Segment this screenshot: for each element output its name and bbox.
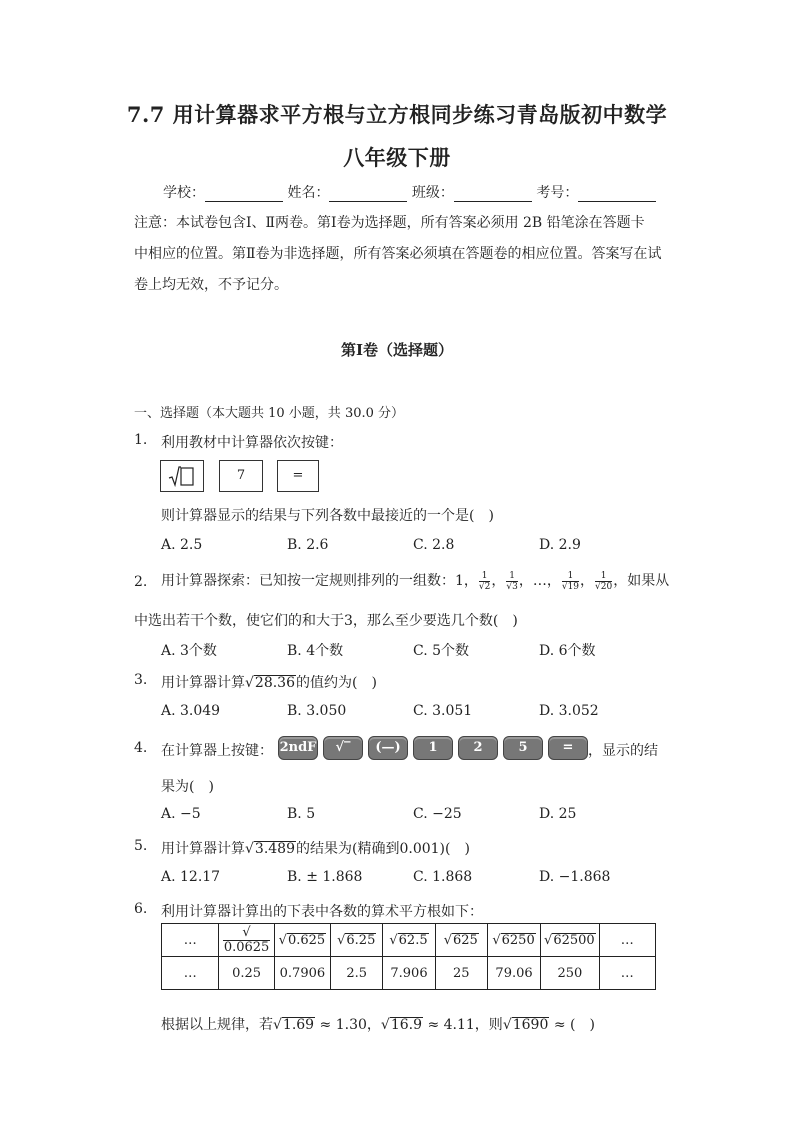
fraction-1-over-root3: $\frac{1}{√3}$ bbox=[506, 570, 518, 592]
key-equals: = bbox=[548, 736, 588, 760]
q2-stem-a: 用计算器探索：已知按一定规则排列的一组数：1， bbox=[161, 573, 478, 589]
table-cell: 7.906 bbox=[383, 957, 435, 990]
q1-option-d[interactable]: D. 2.9 bbox=[539, 537, 581, 553]
table-cell: 0.25 bbox=[219, 957, 274, 990]
q2-number: 2. bbox=[134, 574, 148, 590]
table-cell: √0.625 bbox=[274, 924, 330, 957]
q3-option-b[interactable]: B. 3.050 bbox=[287, 703, 347, 719]
q2-stem: 用计算器探索：已知按一定规则排列的一组数：1， $\frac{1}{√2}$ ， $\frac{1}{√3}$ ，…， $\frac{1}{√19}$ ， $\frac{1}{√20}$ ，如果从 bbox=[161, 570, 670, 592]
fraction-1-over-root20: $\frac{1}{√20}$ bbox=[595, 570, 613, 592]
q2-option-d[interactable]: D. 6个数 bbox=[539, 643, 596, 659]
square-root-table bbox=[161, 923, 656, 990]
part-heading: 一、选择题（本大题共 10 小题，共 30.0 分） bbox=[134, 406, 405, 421]
q6-radicand-2: 16.9 bbox=[390, 1017, 422, 1033]
q3-number: 3. bbox=[134, 672, 148, 688]
q5-stem: 用计算器计算√3.489的结果为(精确到0.001)( ) bbox=[161, 841, 470, 857]
fraction-1-over-root19: $\frac{1}{√19}$ bbox=[561, 570, 580, 592]
notice-line-3: 卷上均无效，不予记分。 bbox=[134, 277, 288, 293]
q5-radicand: 3.489 bbox=[254, 841, 296, 857]
q4-stem-line2: 果为( ) bbox=[161, 779, 214, 795]
table-cell: 2.5 bbox=[331, 957, 383, 990]
q1-key-7: 7 bbox=[219, 460, 263, 492]
table-cell: √625 bbox=[435, 924, 487, 957]
q3-option-c[interactable]: C. 3.051 bbox=[413, 703, 473, 719]
q4-number: 4. bbox=[134, 740, 148, 756]
name-blank[interactable] bbox=[329, 187, 407, 202]
info-line bbox=[163, 182, 656, 202]
key-5: 5 bbox=[503, 736, 543, 760]
q5-number: 5. bbox=[134, 838, 148, 854]
q1-option-a[interactable]: A. 2.5 bbox=[161, 537, 203, 553]
q6-radicand-1: 1.69 bbox=[282, 1017, 315, 1033]
q3-option-d[interactable]: D. 3.052 bbox=[539, 703, 599, 719]
table-cell: √6250 bbox=[487, 924, 540, 957]
school-label: 学校： bbox=[163, 185, 205, 201]
q2-option-b[interactable]: B. 4个数 bbox=[287, 643, 344, 659]
class-blank[interactable] bbox=[454, 187, 532, 202]
table-cell: 25 bbox=[435, 957, 487, 990]
q1-stem2: 则计算器显示的结果与下列各数中最接近的一个是( ) bbox=[161, 508, 494, 524]
q4-option-b[interactable]: B. 5 bbox=[287, 806, 316, 822]
doc-title-line1: 7.7 用计算器求平方根与立方根同步练习青岛版初中数学 bbox=[126, 102, 668, 127]
key-sqrt: √‾ bbox=[323, 736, 363, 760]
table-cell: √62.5 bbox=[383, 924, 435, 957]
q2-ellipsis: ，…， bbox=[518, 573, 561, 589]
q6-number: 6. bbox=[134, 901, 148, 917]
number-blank[interactable] bbox=[578, 187, 656, 202]
q4-stem-b: ，显示的结 bbox=[588, 743, 658, 759]
q1-number: 1. bbox=[134, 432, 148, 448]
q6-rule: 根据以上规律，若√1.69 ≈ 1.30，√16.9 ≈ 4.11，则√1690 ≈ ( ) bbox=[161, 1017, 595, 1033]
number-label: 考号： bbox=[536, 185, 579, 201]
table-cell: … bbox=[162, 924, 219, 957]
square-root-box-icon bbox=[165, 464, 199, 488]
q1-option-c[interactable]: C. 2.8 bbox=[413, 537, 455, 553]
q1-stem: 利用教材中计算器依次按键： bbox=[161, 435, 343, 451]
q2-stem-b: ，如果从 bbox=[613, 573, 670, 589]
table-cell: 250 bbox=[541, 957, 599, 990]
table-cell: √6.25 bbox=[331, 924, 383, 957]
q4-option-a[interactable]: A. −5 bbox=[161, 806, 201, 822]
q4-option-d[interactable]: D. 25 bbox=[539, 806, 577, 822]
q1-key-sqrt bbox=[160, 460, 204, 492]
table-cell: … bbox=[599, 957, 655, 990]
table-row bbox=[162, 957, 656, 990]
table-cell: √62500 bbox=[541, 924, 599, 957]
table-cell: 0.7906 bbox=[274, 957, 330, 990]
name-label: 姓名： bbox=[287, 185, 330, 201]
table-cell: 79.06 bbox=[487, 957, 540, 990]
q4-stem-a: 在计算器上按键： bbox=[161, 743, 273, 759]
q6-radicand-3: 1690 bbox=[512, 1017, 549, 1033]
table-cell: … bbox=[162, 957, 219, 990]
doc-title-line2: 八年级下册 bbox=[343, 145, 451, 170]
q2-option-a[interactable]: A. 3个数 bbox=[161, 643, 217, 659]
key-2: 2 bbox=[458, 736, 498, 760]
q5-option-a[interactable]: A. 12.17 bbox=[161, 869, 221, 885]
q5-option-b[interactable]: B. ± 1.868 bbox=[287, 869, 363, 885]
notice-line-1: 注意：本试卷包含Ⅰ、Ⅱ两卷。第Ⅰ卷为选择题，所有答案必须用 2B 铅笔涂在答题卡 bbox=[134, 215, 645, 231]
q3-option-a[interactable]: A. 3.049 bbox=[161, 703, 221, 719]
fraction-1-over-root2: $\frac{1}{√2}$ bbox=[478, 570, 491, 592]
key-1: 1 bbox=[413, 736, 453, 760]
q3-stem: 用计算器计算√28.36的值约为( ) bbox=[161, 675, 377, 691]
key-negative: (—) bbox=[368, 736, 408, 760]
class-label: 班级： bbox=[411, 185, 454, 201]
q5-option-c[interactable]: C. 1.868 bbox=[413, 869, 473, 885]
table-cell: √0.0625 bbox=[219, 924, 274, 957]
notice-line-2: 中相应的位置。第Ⅱ卷为非选择题，所有答案必须填在答题卷的相应位置。答案写在试 bbox=[134, 246, 662, 262]
school-blank[interactable] bbox=[205, 187, 283, 202]
table-row bbox=[162, 924, 656, 957]
q5-option-d[interactable]: D. −1.868 bbox=[539, 869, 611, 885]
q2-option-c[interactable]: C. 5个数 bbox=[413, 643, 470, 659]
q2-stem-line2: 中选出若干个数，使它们的和大于3，那么至少要选几个数( ) bbox=[134, 613, 518, 629]
section-title: 第Ⅰ卷（选择题） bbox=[340, 341, 454, 359]
q4-option-c[interactable]: C. −25 bbox=[413, 806, 462, 822]
table-cell: … bbox=[599, 924, 655, 957]
q1-key-equals: = bbox=[277, 460, 319, 492]
q6-stem: 利用计算器计算出的下表中各数的算术平方根如下： bbox=[161, 904, 483, 920]
q1-option-b[interactable]: B. 2.6 bbox=[287, 537, 329, 553]
q3-radicand: 28.36 bbox=[254, 675, 296, 691]
key-2ndf: 2ndF bbox=[278, 736, 318, 760]
